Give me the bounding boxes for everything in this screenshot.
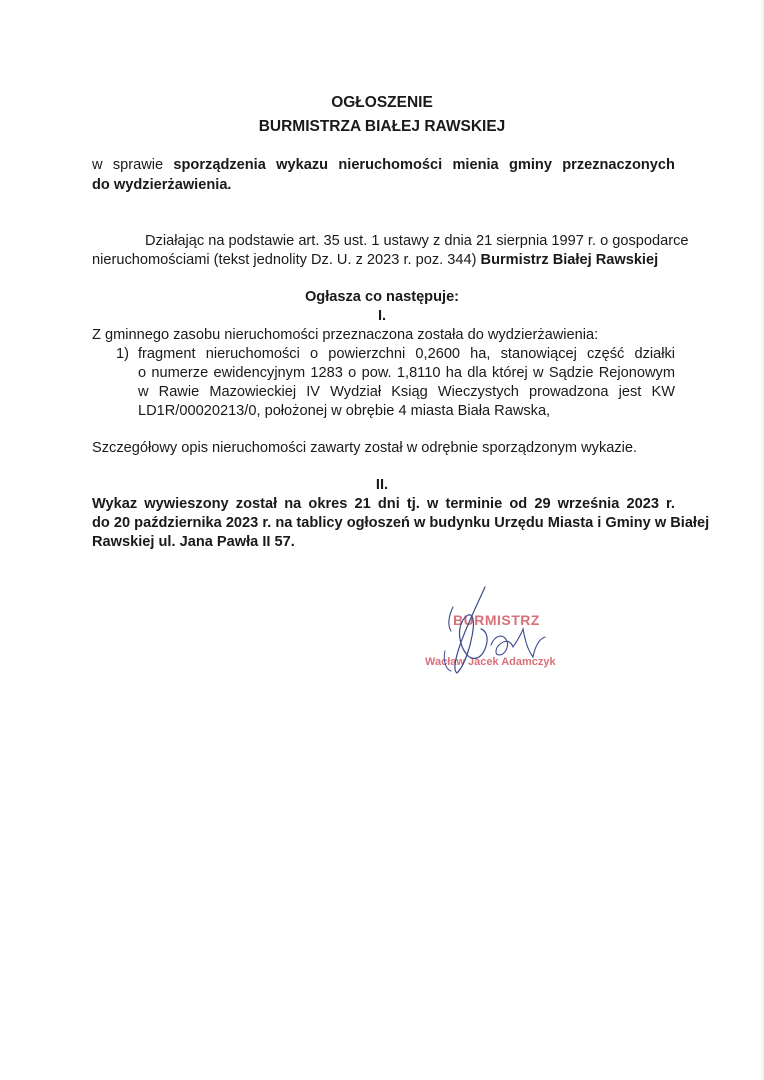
list-item-line-3: w Rawie Mazowieckiej IV Wydział Ksiąg Wieczystych prowadzona jest KW	[138, 384, 675, 400]
stamp-title: BURMISTRZ	[453, 612, 540, 628]
subject-word: w	[92, 157, 103, 173]
list-item-line-1: fragment nieruchomości o powierzchni 0,2600 ha, stanowiącej część działki	[138, 346, 675, 362]
announce-heading: Ogłasza co następuje:	[304, 289, 460, 305]
list-item-number: 1)	[116, 346, 129, 362]
section-2-line-3: Rawskiej ul. Jana Pawła II 57.	[92, 534, 295, 550]
section-2-line-1: Wykaz wywieszony został na okres 21 dni tj. w terminie od 29 września 2023 r.	[92, 496, 675, 512]
document-issuer: BURMISTRZA BIAŁEJ RAWSKIEJ	[258, 118, 506, 135]
subject-word: nieruchomości	[338, 157, 443, 173]
section-2-line-2: do 20 października 2023 r. na tablicy ogłoszeń w budynku Urzędu Miasta i Gminy w Białej	[92, 515, 710, 531]
subject-word: sprawie	[112, 157, 164, 173]
basis-line-2	[92, 252, 658, 268]
subject-line-2: do wydzierżawienia.	[92, 177, 232, 193]
basis-text: nieruchomościami (tekst jednolity Dz. U. z 2023 r. poz. 344)	[92, 252, 481, 268]
signature-block	[415, 585, 585, 680]
document-title: OGŁOSZENIE	[331, 94, 433, 111]
details-paragraph: Szczegółowy opis nieruchomości zawarty został w odrębnie sporządzonym wykazie.	[92, 440, 638, 456]
subject-word: wykazu	[276, 157, 329, 173]
section-2-label: II.	[375, 477, 389, 493]
list-item-line-2: o numerze ewidencyjnym 1283 o pow. 1,8110 ha dla której w Sądzie Rejonowym	[138, 365, 675, 381]
scan-edge	[760, 0, 764, 1080]
stamp-name: Wacław Jacek Adamczyk	[425, 656, 556, 668]
basis-line-1: Działając na podstawie art. 35 ust. 1 ustawy z dnia 21 sierpnia 1997 r. o gospodarce	[145, 233, 689, 249]
subject-word: przeznaczonych	[562, 157, 675, 173]
list-item-line-4: LD1R/00020213/0, położonej w obrębie 4 miasta Biała Rawska,	[138, 403, 551, 419]
subject-word: mienia	[452, 157, 499, 173]
subject-word: gminy	[508, 157, 552, 173]
section-1-label: I.	[377, 308, 387, 324]
announce-intro: Z gminnego zasobu nieruchomości przeznaczona została do wydzierżawienia:	[92, 327, 599, 343]
handwritten-signature	[415, 585, 585, 680]
subject-line-1	[92, 157, 675, 173]
subject-word: sporządzenia	[173, 157, 266, 173]
basis-authority: Burmistrz Białej Rawskiej	[480, 252, 659, 268]
